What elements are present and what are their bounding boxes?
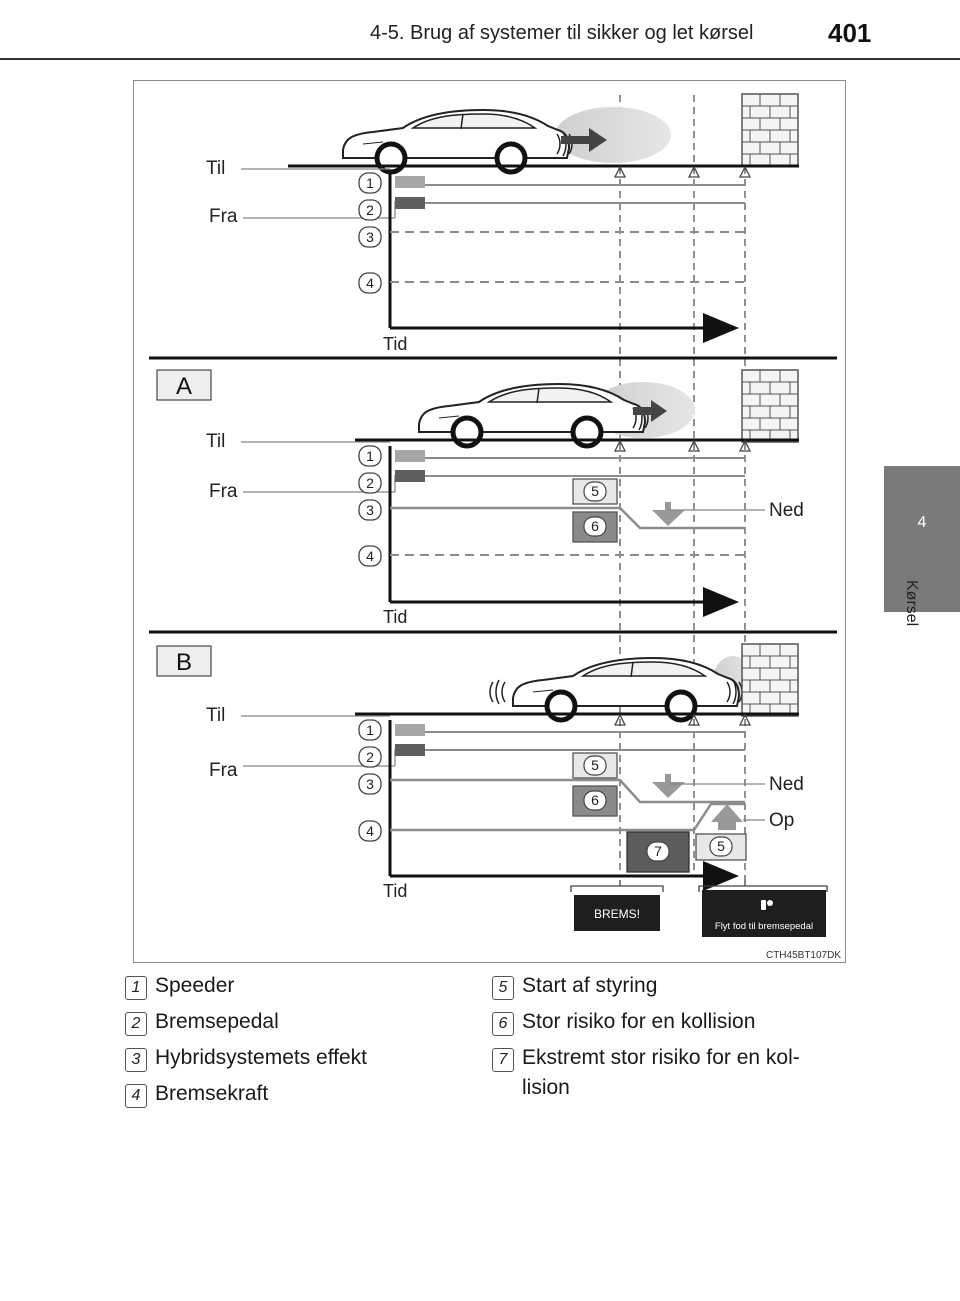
legend-item — [125, 1047, 367, 1073]
brick-wall-icon — [742, 94, 798, 166]
header-divider — [0, 58, 960, 60]
row-number-2: 2 — [366, 749, 374, 765]
legend-number: 5 — [492, 976, 514, 1000]
row-number-4: 4 — [366, 823, 374, 839]
annotation-up: Op — [769, 810, 795, 831]
legend-item — [125, 1083, 268, 1109]
legend-item-continued — [522, 1077, 570, 1103]
row-number-1: 1 — [366, 448, 374, 464]
car-icon — [513, 658, 742, 720]
legend-number: 2 — [125, 1012, 147, 1036]
annotation-down: Ned — [769, 500, 804, 521]
axis-label-time: Tid — [383, 881, 408, 901]
marker-5: 5 — [591, 757, 599, 773]
axis-label-off: Fra — [209, 206, 238, 227]
chapter-tab-label: Kørsel — [903, 580, 920, 627]
legend-number: 3 — [125, 1048, 147, 1072]
legend-text: Bremsepedal — [155, 1010, 279, 1033]
page-number: 401 — [828, 18, 872, 48]
legend-text: Hybridsystemets effekt — [155, 1046, 368, 1069]
axis-label-on: Til — [206, 705, 226, 726]
foot-off-message: Flyt fod til bremsepedal — [714, 921, 814, 932]
legend-item — [125, 1011, 279, 1037]
axis-label-on: Til — [206, 158, 226, 179]
chapter-tab-number: 4 — [917, 514, 927, 531]
row-number-3: 3 — [366, 502, 374, 518]
annotation-down: Ned — [769, 774, 804, 795]
row-number-1: 1 — [366, 175, 374, 191]
legend-text: Speeder — [155, 974, 235, 997]
row-number-1: 1 — [366, 722, 374, 738]
row-number-3: 3 — [366, 776, 374, 792]
panel-a — [157, 370, 804, 627]
legend-number: 6 — [492, 1012, 514, 1036]
arrow-down-icon — [652, 774, 685, 798]
legend-item — [492, 1047, 800, 1073]
row-number-2: 2 — [366, 202, 374, 218]
legend-item — [492, 975, 657, 1001]
sensor-beam — [555, 107, 671, 163]
panel-b — [157, 644, 827, 937]
axis-label-time: Tid — [383, 607, 408, 627]
time-marker-lines — [620, 95, 745, 880]
figure-code: CTH45BT107DK — [765, 950, 841, 961]
legend-text: lision — [522, 1076, 570, 1099]
marker-7: 7 — [654, 843, 662, 859]
legend-item — [492, 1011, 755, 1037]
car-icon — [343, 110, 572, 172]
brick-wall-icon — [742, 370, 798, 442]
legend-text: Ekstremt stor risiko for en kol- — [522, 1046, 800, 1069]
axis-label-off: Fra — [209, 481, 238, 502]
axis-label-time: Tid — [383, 334, 408, 354]
legend-number: 1 — [125, 976, 147, 1000]
row-number-4: 4 — [366, 548, 374, 564]
panel-normal — [206, 94, 799, 354]
row-number-3: 3 — [366, 229, 374, 245]
legend-text: Start af styring — [522, 974, 658, 997]
axis-label-on: Til — [206, 431, 226, 452]
legend-number: 7 — [492, 1048, 514, 1072]
marker-6: 6 — [591, 792, 599, 808]
panel-label-a: A — [175, 373, 193, 400]
marker-5: 5 — [717, 838, 725, 854]
arrow-down-icon — [652, 502, 685, 526]
section-title: 4-5. Brug af systemer til sikker og let kørsel — [370, 22, 754, 44]
legend-text: Bremsekraft — [155, 1082, 269, 1105]
panel-label-b: B — [175, 649, 193, 676]
pcs-timing-diagram — [133, 80, 846, 963]
marker-6: 6 — [591, 518, 599, 534]
marker-5: 5 — [591, 483, 599, 499]
car-icon — [419, 384, 648, 446]
brick-wall-icon — [742, 644, 798, 716]
arrow-up-icon — [711, 804, 743, 830]
brake-message: BREMS! — [593, 907, 641, 921]
chapter-tab — [884, 466, 960, 612]
legend-item — [125, 975, 234, 1001]
row-number-2: 2 — [366, 475, 374, 491]
legend-number: 4 — [125, 1084, 147, 1108]
legend-text: Stor risiko for en kollision — [522, 1010, 756, 1033]
axis-label-off: Fra — [209, 760, 238, 781]
row-number-4: 4 — [366, 275, 374, 291]
